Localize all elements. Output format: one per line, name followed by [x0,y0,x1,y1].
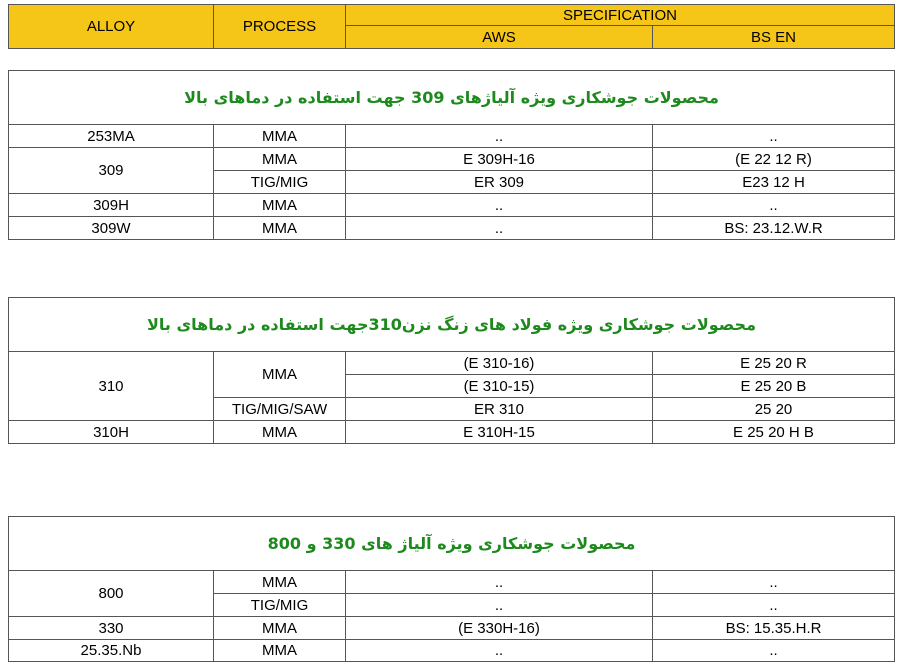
process-cell: MMA [214,148,346,171]
aws-cell: .. [346,571,653,594]
alloy-header: ALLOY [9,5,214,49]
bsen-header: BS EN [653,26,895,49]
process-cell: MMA [214,571,346,594]
bsen-cell: E 25 20 B [653,375,895,398]
aws-header: AWS [346,26,653,49]
process-cell: MMA [214,352,346,398]
alloy-cell: 309 [9,148,214,194]
process-cell: MMA [214,640,346,662]
process-cell: TIG/MIG [214,171,346,194]
alloy-cell: 309H [9,194,214,217]
alloy-cell: 800 [9,571,214,617]
process-cell: MMA [214,617,346,640]
aws-cell: .. [346,594,653,617]
bsen-cell: E 25 20 R [653,352,895,375]
bsen-cell: E 25 20 H B [653,421,895,444]
section3-title: محصولات جوشکاری ویژه آلیاژ های 330 و 800 [9,517,895,571]
alloy-cell: 330 [9,617,214,640]
process-cell: MMA [214,125,346,148]
section3-table [8,516,895,662]
process-cell: TIG/MIG/SAW [214,398,346,421]
alloy-cell: 310 [9,352,214,421]
process-cell: MMA [214,217,346,240]
section1-table [8,70,895,240]
bsen-cell: .. [653,594,895,617]
bsen-cell: (E 22 12 R) [653,148,895,171]
aws-cell: (E 310-15) [346,375,653,398]
bsen-cell: 25 20 [653,398,895,421]
bsen-cell: .. [653,194,895,217]
bsen-cell: .. [653,640,895,662]
alloy-cell: 25.35.Nb [9,640,214,662]
bsen-cell: .. [653,571,895,594]
aws-cell: (E 310-16) [346,352,653,375]
aws-cell: (E 330H-16) [346,617,653,640]
process-cell: MMA [214,421,346,444]
process-header: PROCESS [214,5,346,49]
aws-cell: .. [346,640,653,662]
section2-table [8,297,895,444]
bsen-cell: .. [653,125,895,148]
process-cell: TIG/MIG [214,594,346,617]
bsen-cell: BS: 15.35.H.R [653,617,895,640]
aws-cell: .. [346,194,653,217]
aws-cell: ER 309 [346,171,653,194]
aws-cell: ER 310 [346,398,653,421]
aws-cell: E 309H-16 [346,148,653,171]
process-cell: MMA [214,194,346,217]
alloy-cell: 253MA [9,125,214,148]
specification-header: SPECIFICATION [346,5,895,26]
section2-title: محصولات جوشکاری ویژه فولاد های زنگ نزن310جهت استفاده در دماهای بالا [9,298,895,352]
bsen-cell: BS: 23.12.W.R [653,217,895,240]
alloy-cell: 310H [9,421,214,444]
header-table [8,4,895,49]
aws-cell: .. [346,125,653,148]
aws-cell: .. [346,217,653,240]
alloy-cell: 309W [9,217,214,240]
bsen-cell: E23 12 H [653,171,895,194]
section1-title: محصولات جوشکاری ویژه آلیاژهای 309 جهت استفاده در دماهای بالا [9,71,895,125]
aws-cell: E 310H-15 [346,421,653,444]
